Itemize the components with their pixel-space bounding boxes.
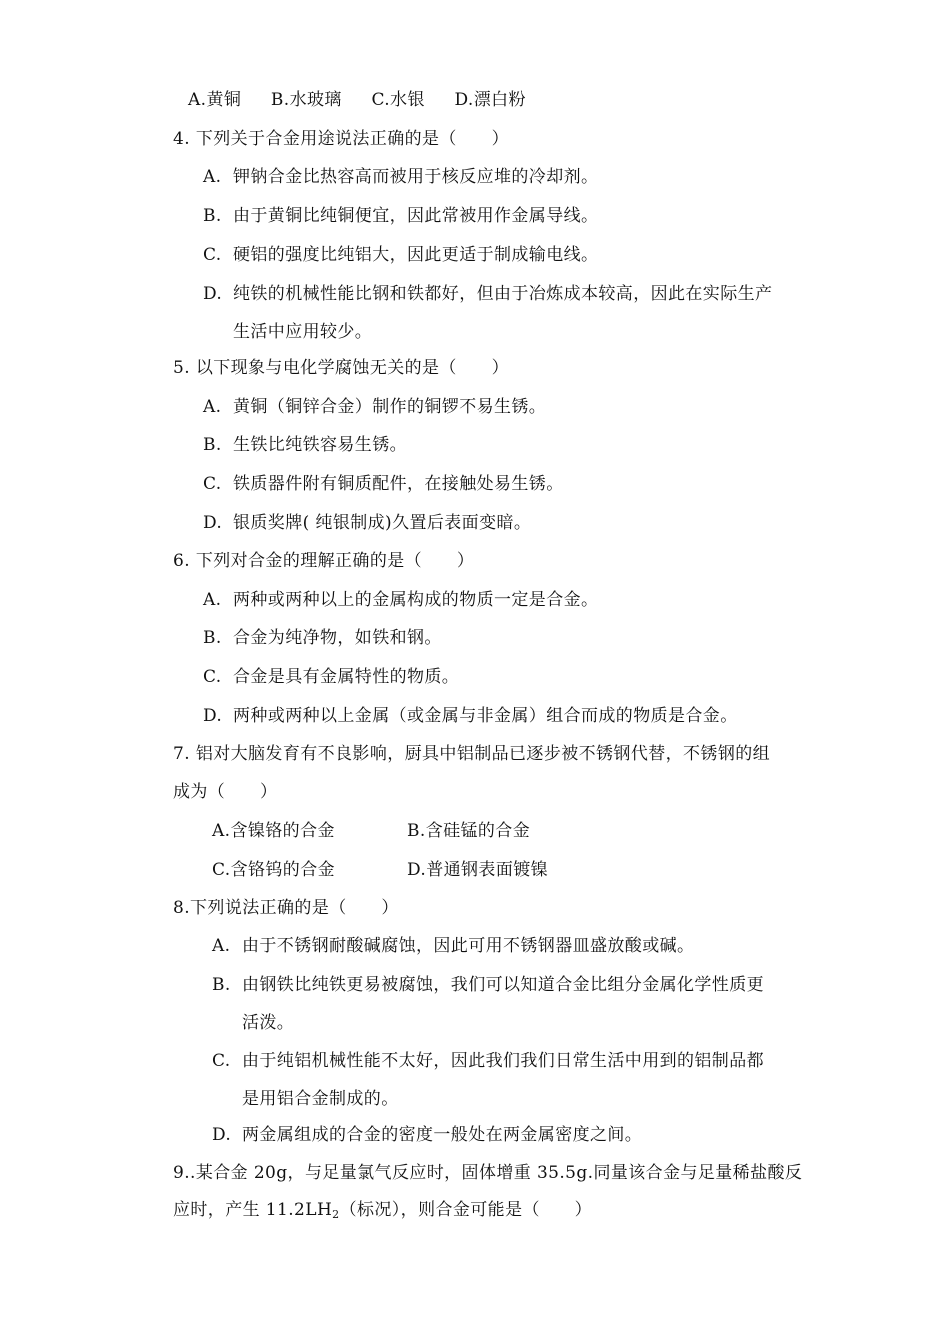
q8-option-a-letter: A. (212, 936, 231, 956)
q4-option-b-letter: B. (203, 206, 222, 226)
q6-option-b-letter: B. (203, 628, 222, 648)
q5-option-d-text: 银质奖牌( 纯银制成)久置后表面变暗。 (233, 513, 532, 533)
q9-subscript: 2 (332, 1208, 340, 1221)
q5-option-d (203, 512, 531, 534)
q9-stem-line1: 9..某合金 20g，与足量氯气反应时，固体增重 35.5g.同量该合金与足量稀盐酸反 (173, 1163, 803, 1183)
q4-stem: 4. 下列关于合金用途说法正确的是（ ） (173, 129, 510, 149)
q6-option-c-text: 合金是具有金属特性的物质。 (233, 667, 460, 687)
q4-option-a-text: 钾钠合金比热容高而被用于核反应堆的冷却剂。 (233, 167, 599, 187)
q4-option-d (203, 283, 772, 305)
q6-option-d-letter: D. (203, 706, 223, 726)
q8-option-c-text-line2: 是用铝合金制成的。 (242, 1089, 399, 1109)
q3-option-c: C.水银 (371, 90, 425, 110)
q6-option-c-letter: C. (203, 667, 222, 687)
q9-stem-line2-pre: 应时，产生 11.2LH (173, 1200, 333, 1220)
q3-option-d: D.漂白粉 (454, 90, 526, 110)
q6-stem: 6. 下列对合金的理解正确的是（ ） (173, 551, 475, 571)
q5-option-b-text: 生铁比纯铁容易生锈。 (233, 435, 407, 455)
q8-option-d (212, 1124, 642, 1146)
q4-option-d-text-line1: 纯铁的机械性能比钢和铁都好，但由于冶炼成本较高，因此在实际生产 (233, 284, 773, 304)
q6-option-b-text: 合金为纯净物，如铁和钢。 (233, 628, 442, 648)
q7-stem-line1: 7. 铝对大脑发育有不良影响，厨具中铝制品已逐步被不锈钢代替，不锈钢的组 (173, 744, 771, 764)
q8-option-b-text-line2: 活泼。 (242, 1013, 295, 1033)
q6-option-b (203, 627, 442, 649)
q5-stem: 5. 以下现象与电化学腐蚀无关的是（ ） (173, 358, 510, 378)
q8-option-b-letter: B. (212, 975, 231, 995)
q3-option-a: A.黄铜 (188, 90, 242, 110)
q7-option-b: B.含硅锰的合金 (407, 821, 531, 841)
q4-option-a-letter: A. (203, 167, 222, 187)
q5-option-c-text: 铁质器件附有铜质配件，在接触处易生锈。 (233, 474, 564, 494)
q9-stem-line2-post: （标况），则合金可能是（ ） (339, 1200, 593, 1220)
q5-option-d-letter: D. (203, 513, 223, 533)
q6-option-a-text: 两种或两种以上的金属构成的物质一定是合金。 (233, 590, 599, 610)
q8-option-a-text: 由于不锈钢耐酸碱腐蚀，因此可用不锈钢器皿盛放酸或碱。 (242, 936, 695, 956)
q6-option-a-letter: A. (203, 590, 222, 610)
q4-option-a (203, 166, 598, 188)
q5-option-b-letter: B. (203, 435, 222, 455)
q6-option-c (203, 666, 459, 688)
q8-option-d-letter: D. (212, 1125, 232, 1145)
q4-option-b-text: 由于黄铜比纯铜便宜，因此常被用作金属导线。 (233, 206, 599, 226)
q5-option-c (203, 473, 564, 495)
q4-option-c (203, 244, 598, 266)
q3-option-b: B.水玻璃 (270, 90, 342, 110)
q4-option-c-letter: C. (203, 245, 222, 265)
q5-option-a-letter: A. (203, 397, 222, 417)
q6-option-d (203, 705, 738, 727)
q4-option-b (203, 205, 598, 227)
q8-option-c (212, 1050, 764, 1072)
q9-stem-line2 (173, 1199, 592, 1226)
q7-option-a: A.含镍铬的合金 (212, 821, 335, 841)
q5-option-b (203, 434, 407, 456)
q3-choices-row (188, 89, 526, 111)
q5-option-c-letter: C. (203, 474, 222, 494)
q4-option-d-letter: D. (203, 284, 223, 304)
q7-stem-line2: 成为（ ） (173, 782, 278, 802)
q4-option-c-text: 硬铝的强度比纯铝大，因此更适于制成输电线。 (233, 245, 599, 265)
q8-option-b-text-line1: 由钢铁比纯铁更易被腐蚀，我们可以知道合金比组分金属化学性质更 (242, 975, 764, 995)
q7-option-d: D.普通钢表面镀镍 (407, 860, 549, 880)
q8-option-c-letter: C. (212, 1051, 231, 1071)
q7-option-c: C.含铬钨的合金 (212, 860, 336, 880)
q5-option-a (203, 396, 546, 418)
q4-option-d-text-line2: 生活中应用较少。 (233, 322, 373, 342)
q6-option-d-text: 两种或两种以上金属（或金属与非金属）组合而成的物质是合金。 (233, 706, 738, 726)
q8-option-d-text: 两金属组成的合金的密度一般处在两金属密度之间。 (242, 1125, 643, 1145)
q6-option-a (203, 589, 598, 611)
q8-option-c-text-line1: 由于纯铝机械性能不太好，因此我们我们日常生活中用到的铝制品都 (242, 1051, 764, 1071)
q8-option-a (212, 935, 694, 957)
q8-stem: 8.下列说法正确的是（ ） (173, 898, 399, 918)
q8-option-b (212, 974, 764, 996)
q5-option-a-text: 黄铜（铜锌合金）制作的铜锣不易生锈。 (233, 397, 547, 417)
